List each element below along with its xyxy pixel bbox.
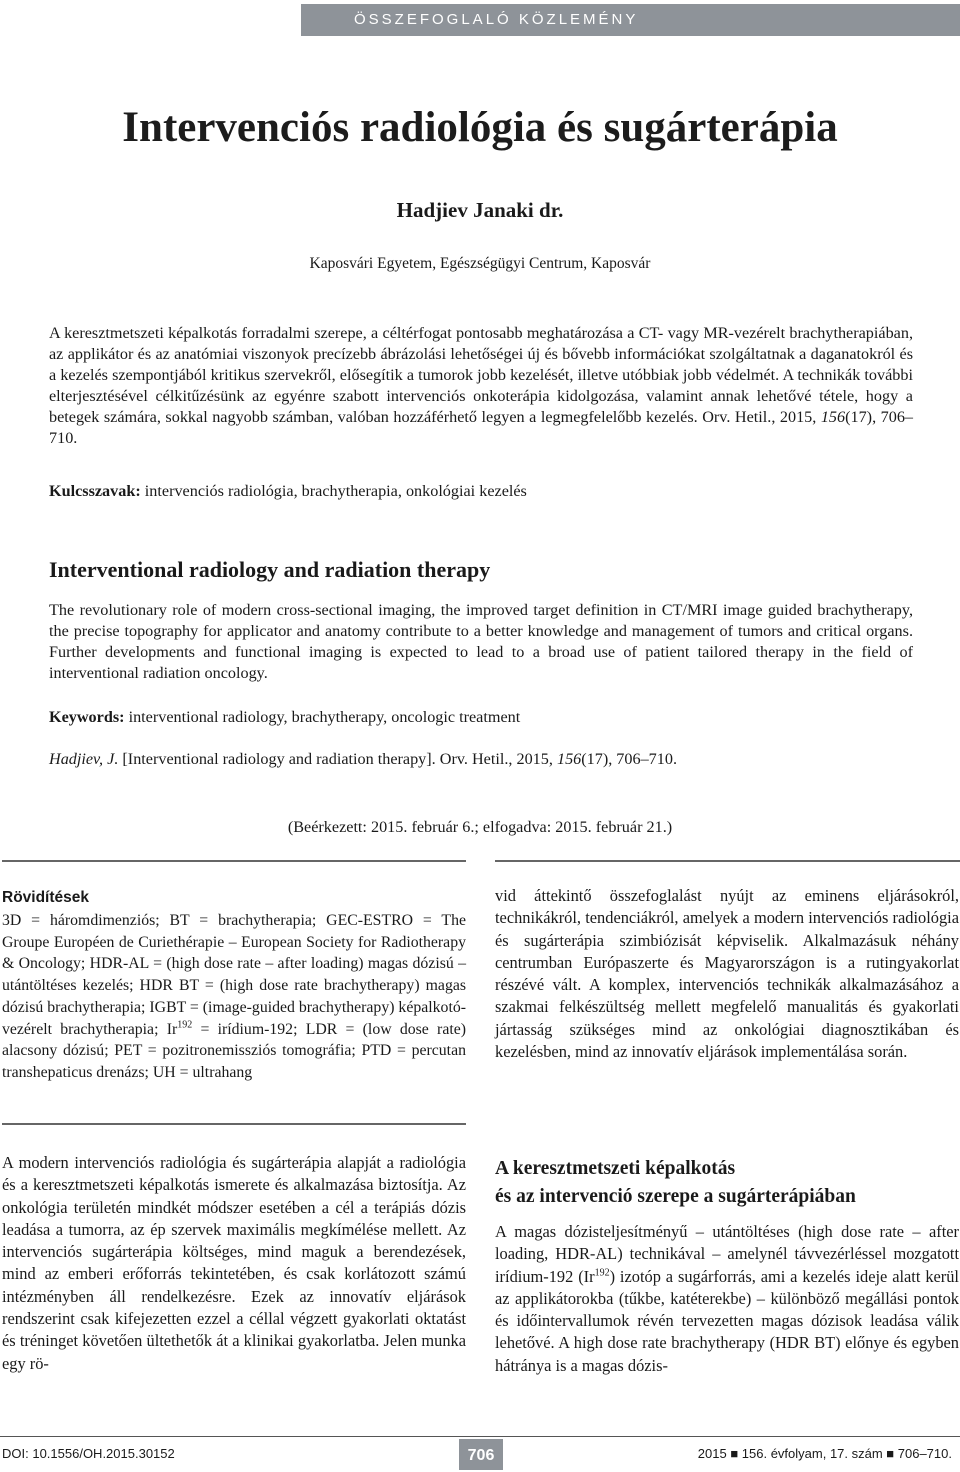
keywords-en-text: interventional radiology, brachytherapy, oncologic treatment [124, 708, 521, 726]
citation-text: [Interventional radiology and radiation therapy]. Orv. Hetil., 2015, [118, 750, 557, 768]
abbreviations-heading: Rövidítések [2, 889, 90, 906]
section-heading [495, 1155, 856, 1211]
left-column-rule [2, 860, 466, 862]
received-dates: (Beérkezett: 2015. február 6.; elfogadva: 2015. február 21.) [287, 818, 673, 836]
citation [49, 750, 677, 769]
author-affiliation: Kaposvári Egyetem, Egészségügyi Centrum, Kaposvár [309, 255, 651, 272]
body-right-paragraph-1: vid áttekintő összefoglalást nyújt az eminens eljárásokról, technikákról, tendenciákról, amelyek a modern intervenciós radiológia és sugárterápia szimbiózisát képviselik. Alkalmazásuk néhány centrumban Európaszerte és Magyarországon is a rutingyakorlat részévé vált. A komplex, intervenciós technikák alkalmazásához a szakmai felkészültség mellett megfelelő manualitás és gyakorlati jártasság szükséges mind az onkológiai diagnosztikában és kezelésben, mind az innovatív eljárások implementálása során. [495, 886, 959, 1062]
keywords-english [49, 708, 520, 727]
page-number: 706 [459, 1439, 503, 1470]
citation-volume: 156 [556, 750, 582, 768]
footer-journal-info: 2015 ■ 156. évfolyam, 17. szám ■ 706–710. [697, 1446, 952, 1461]
abbreviations-part1: 3D = háromdimenziós; BT = brachytherapia; GEC-ESTRO = The Groupe Européen de Curiethérapie – European Society for Radiotherapy & Oncology; HDR-AL = (high dose rate – after loading) magas dózisú – utántöltéses kezelés; HDR BT = (high dose rate brachytherapy) magas dózisú brachytherapia; IGBT = (image-guided brachytherapy) képalkotó-vezérelt brachytherapia; Ir [2, 912, 466, 1038]
footer-doi: DOI: 10.1556/OH.2015.30152 [2, 1446, 175, 1461]
abstract-hu-volume: 156 [820, 408, 846, 426]
abbreviations-part2: = irídium-192; LDR = (low dose rate) alacsony dózisú; PET = pozitronemissziós tomográfia; PTD = percutan transhepaticus drenázs; UH = ultrahang [2, 1020, 466, 1081]
body-right-2-part-b: ) izotóp a sugárforrás, ami a kezelés ideje alatt kerül az applikátorokba (tűkbe, katéterekbe) – különböző megállási pontok és időintervallumok révén tervezetten magas dózisok leadása válik lehetővé. A high dose rate brachytherapy (HDR BT) előnye és egyben hátránya is a magas dózis- [495, 1266, 959, 1375]
article-author: Hadjiev Janaki dr. [396, 198, 564, 222]
abstract-english: The revolutionary role of modern cross-sectional imaging, the improved target definition in CT/MRI image guided brachytherapy, the precise topography for applicator and anatomy contribute to a better knowledge and management of tumors and critical organs. Further developments and functional imaging is expected to lead to a broad use of patient tailored therapy in the field of interventional radiation oncology. [49, 601, 913, 682]
abstract-hu-text: A keresztmetszeti képalkotás forradalmi szerepe, a céltérfogat pontosabb meghatározása a CT- vagy MR-vezérelt brachytherapiában, az applikátor és az anatómiai viszonyok precízebb ábrázolási lehetőségei új és bővebb információkat szolgáltatnak a daganatokról és a kezelés szempontjából kritikus szervekről, elősegítik a tumorok jobb kezelését, illetve utóbbiak jobb védelmét. A technikák további elterjesztésével célkitűzésünk az egyénre szabott intervenciós onkoterápia kidolgozása, valamint annak lehetővé tétele, hogy a betegek számára, sokkal nagyobb számban, valóban hozzáférhető legyen a legmegfelelőbb kezelés. Orv. Hetil., 2015, [49, 324, 913, 426]
body-right-paragraph-2 [495, 1221, 959, 1377]
section-heading-line-2: és az intervenció szerepe a sugárterápiában [495, 1186, 856, 1207]
keywords-hu-label: Kulcsszavak: [49, 482, 141, 500]
keywords-hu-text: intervenciós radiológia, brachytherapia, onkológiai kezelés [140, 482, 527, 500]
abstract-hungarian [49, 323, 913, 449]
section-heading-line-1: A keresztmetszeti képalkotás [495, 1158, 736, 1179]
body-right-2-part-a: A magas dózisteljesítményű – utántöltéses (high dose rate – after loading, HDR-AL) technikával – amelynél távvezérléssel mozgatott irídium-192 (Ir [495, 1222, 959, 1286]
keywords-en-label: Keywords: [49, 708, 125, 726]
section-banner: ÖSSZEFOGLALÓ KÖZLEMÉNY [301, 4, 960, 36]
article-title: Intervenciós radiológia és sugárterápia [122, 104, 838, 151]
abstract-hu-issue: (17), 706–710. [49, 408, 914, 447]
abbreviations-list [2, 910, 466, 1084]
abbreviations-rule [2, 1123, 466, 1125]
right-column-rule [495, 860, 960, 862]
footer-rule [0, 1436, 960, 1437]
citation-author: Hadjiev, J. [49, 750, 119, 768]
body-right-2-sup: 192 [594, 1267, 610, 1279]
english-title: Interventional radiology and radiation therapy [49, 557, 491, 582]
abbreviations-sup: 192 [177, 1019, 193, 1031]
citation-issue: (17), 706–710. [581, 750, 678, 768]
keywords-hungarian [49, 482, 527, 501]
body-left-paragraph: A modern intervenciós radiológia és sugárterápia alapját a radiológia és a keresztmetszeti képalkotás ismerete és alkalmazása biztosítja. Az onkológia területén mindkét módszer esetében a cél a terápiás dózis leadása a tumorra, az ép szervek maximális megkímélése mellett. Az intervenciós sugárterápia költséges, mind maguk a berendezések, mind az emberi erőforrás tekintetében, és csak korlátozott számú intézményben áll rendelkezésre. Ezek az innovatív eljárások rendszerint csak kifejezetten ezzel a céllal végzett gyakorlati oktatást és tréninget követően ültethetők át a klinikai gyakorlatba. Jelen munka egy rö- [2, 1153, 466, 1373]
